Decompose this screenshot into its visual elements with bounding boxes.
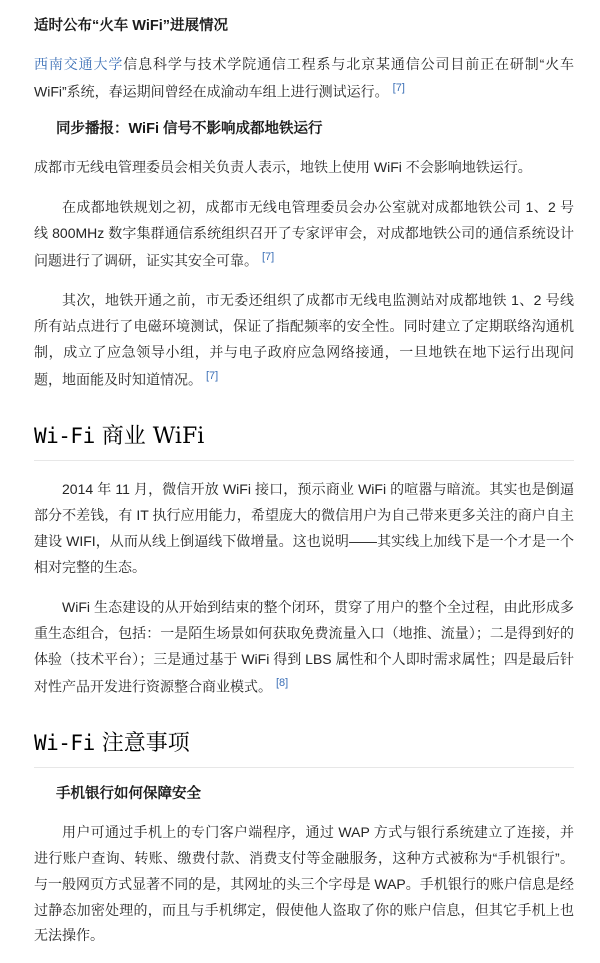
paragraph-text: WiFi 生态建设的从开始到结束的整个闭环，贯穿了用户的整个全过程，由此形成多重生态组合，包括：一是陌生场景如何获取免费流量入口（地推、流量）；二是得到好的体验（技术平台）；三是通过基于 WiFi 得到 LBS 属性和个人即时需求属性；四是最后针对性产品开发进行资源整合商业模式。 [34, 598, 574, 695]
link-southwest-jiaotong-university[interactable]: 西南交通大学 [34, 55, 124, 72]
reference-marker[interactable]: [7] [262, 250, 275, 263]
heading-mobile-banking-security: 手机银行如何保障安全 [56, 786, 201, 803]
paragraph-radio-committee-statement [34, 155, 574, 181]
paragraph-text: 2014 年 11 月，微信开放 WiFi 接口，预示商业 WiFi 的喧嚣与暗流。其实也是倒逼部分不差钱，有 IT 执行应用能力，希望庞大的微信用户为自己带来更多关注的商户自主建设 WIFI，从而从线上倒逼线下做增量。这也说明——其实线上加线下是一个才是一个相对完整的生态。 [34, 481, 574, 576]
section-heading-mono-prefix: Wi-Fi [34, 731, 95, 756]
paragraph-wechat-wifi-api [34, 477, 574, 581]
section-divider [34, 460, 574, 461]
section-heading-precautions [34, 726, 574, 763]
section-heading-mono-prefix: Wi-Fi [34, 424, 95, 449]
paragraph-text: 用户可通过手机上的专门客户端程序，通过 WAP 方式与银行系统建立了连接，并进行账户查询、转账、缴费付款、消费支付等金融服务，这种方式被称为“手机银行”。与一般网页方式显著不同的是，其网址的头三个字母是 WAP。手机银行的账户信息是经过静态加密处理的，而且与手机绑定，假使他人盗取了你的账户信息，但其它手机上也无法操作。 [34, 823, 574, 944]
paragraph-metro-planning-review [34, 195, 574, 274]
reference-marker[interactable]: [7] [392, 81, 405, 94]
reference-marker[interactable]: [8] [276, 676, 289, 689]
heading-train-wifi-progress: 适时公布“火车 WiFi”进展情况 [34, 18, 229, 34]
paragraph-emf-testing [34, 288, 574, 393]
section-heading-label: 注意事项 [94, 731, 190, 757]
section-heading-label: 商业 WiFi [94, 424, 205, 450]
paragraph-mobile-banking-explanation [34, 820, 574, 949]
paragraph-train-wifi [34, 52, 574, 105]
reference-marker[interactable]: [7] [206, 369, 219, 382]
paragraph-train-wifi-text: 信息科学与技术学院通信工程系与北京某通信公司目前正在研制“火车 WiFi”系统，春运期间曾经在成渝动车组上进行测试运行。 [34, 55, 575, 100]
paragraph-text: 成都市无线电管理委员会相关负责人表示，地铁上使用 WiFi 不会影响地铁运行。 [34, 158, 532, 175]
paragraph-wifi-ecosystem [34, 595, 574, 700]
top-spacer [34, 8, 574, 10]
heading-wifi-no-impact-metro: 同步播报：WiFi 信号不影响成都地铁运行 [56, 121, 323, 138]
paragraph-text: 其次，地铁开通之前，市无委还组织了成都市无线电监测站对成都地铁 1、2 号线所有站点进行了电磁环境测试，保证了指配频率的安全性。同时建立了定期联络沟通机制，成立了应急领导小组，并与电子政府应急网络接通，一旦地铁在地下运行出现问题，地面能及时知道情况。 [34, 292, 574, 388]
section-heading-commercial-wifi [34, 419, 574, 456]
section-divider [34, 767, 574, 768]
paragraph-text: 在成都地铁规划之初，成都市无线电管理委员会办公室就对成都地铁公司 1、2 号线 800MHz 数字集群通信系统组织召开了专家评审会，对成都地铁公司的通信系统设计问题进行了调研，证实其安全可靠。 [34, 198, 574, 269]
